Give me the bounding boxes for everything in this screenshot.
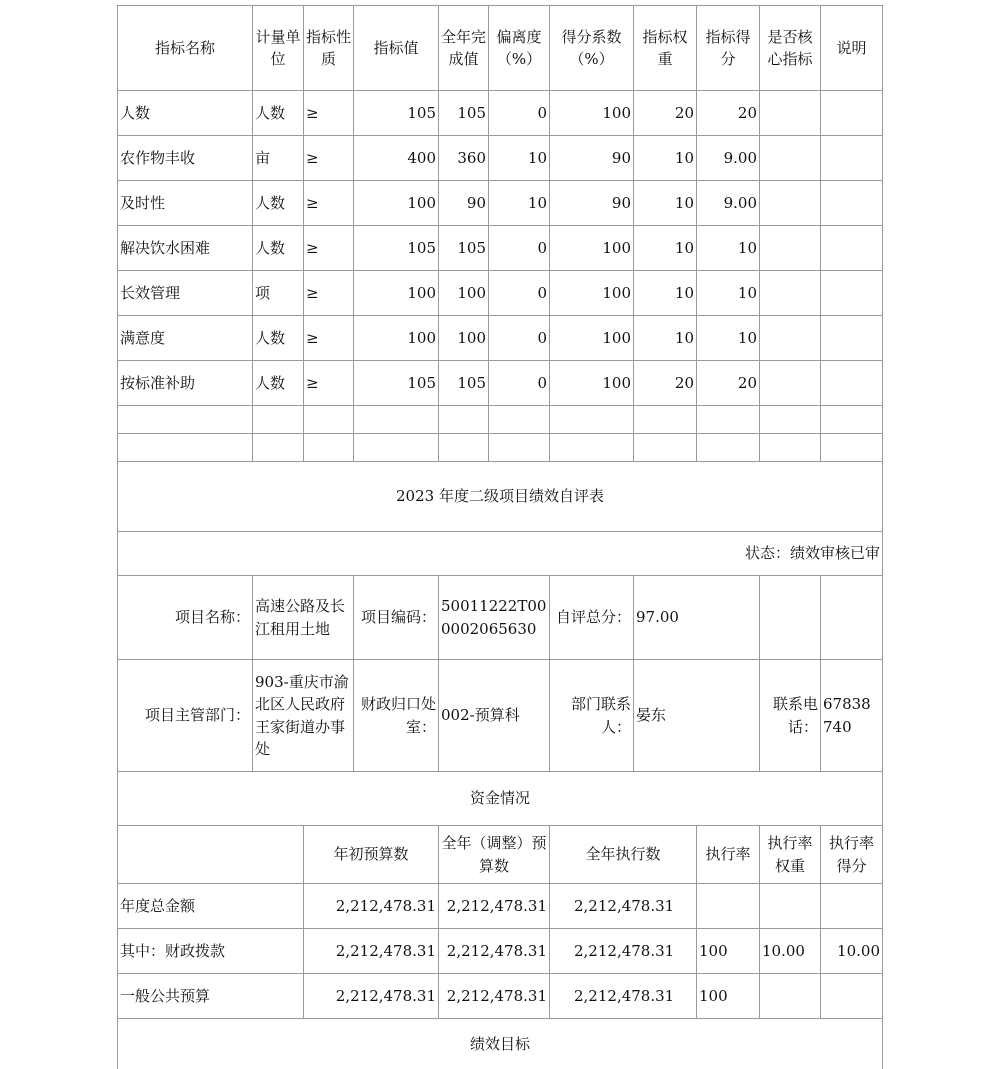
table-row: [118, 929, 883, 974]
blank-row: [118, 406, 883, 434]
indicator-nature: ≥: [304, 91, 354, 136]
phone-label: 联系电话：: [760, 660, 821, 772]
indicator-coefficient: 90: [550, 136, 634, 181]
performance-self-evaluation-sheet: [117, 5, 882, 1068]
fund-initial: 2,212,478.31: [304, 974, 439, 1019]
blank-row: [118, 434, 883, 462]
table-row: [118, 974, 883, 1019]
indicator-core: [760, 226, 821, 271]
status-row: [118, 532, 883, 576]
fund-rate: 100: [697, 929, 760, 974]
header-coefficient: 得分系数（%）: [550, 6, 634, 91]
blank-cell: [634, 434, 697, 462]
blank-cell: [634, 406, 697, 434]
indicator-note: [821, 316, 883, 361]
indicator-coefficient: 100: [550, 316, 634, 361]
indicator-name: 长效管理: [118, 271, 253, 316]
table-row: [118, 361, 883, 406]
blank-cell: [760, 576, 821, 660]
self-score-label: 自评总分：: [550, 576, 634, 660]
funds-header-blank: [118, 826, 304, 884]
blank-cell: [760, 406, 821, 434]
fund-rate-weight: 10.00: [760, 929, 821, 974]
indicator-score: 9.00: [697, 181, 760, 226]
evaluation-table: [117, 5, 883, 1069]
header-deviation: 偏离度（%）: [489, 6, 550, 91]
table-row: [118, 316, 883, 361]
header-core: 是否核心指标: [760, 6, 821, 91]
indicator-score: 20: [697, 91, 760, 136]
indicator-score: 10: [697, 316, 760, 361]
fund-adjusted: 2,212,478.31: [439, 884, 550, 929]
indicator-score: 9.00: [697, 136, 760, 181]
blank-cell: [760, 434, 821, 462]
indicator-core: [760, 316, 821, 361]
indicator-score: 10: [697, 271, 760, 316]
fund-executed: 2,212,478.31: [550, 884, 697, 929]
funds-title: 资金情况: [118, 772, 883, 826]
form-title: 2023 年度二级项目绩效自评表: [118, 462, 883, 532]
header-score: 指标得分: [697, 6, 760, 91]
header-weight: 指标权重: [634, 6, 697, 91]
indicator-note: [821, 226, 883, 271]
indicator-unit: 项: [253, 271, 304, 316]
contact-value: 晏东: [634, 660, 760, 772]
blank-cell: [118, 434, 253, 462]
indicator-note: [821, 136, 883, 181]
indicator-deviation: 0: [489, 316, 550, 361]
funds-title-row: [118, 772, 883, 826]
indicator-weight: 10: [634, 136, 697, 181]
header-indicator-name: 指标名称: [118, 6, 253, 91]
indicator-actual: 105: [439, 361, 489, 406]
funds-header-executed: 全年执行数: [550, 826, 697, 884]
indicator-name: 及时性: [118, 181, 253, 226]
blank-cell: [253, 434, 304, 462]
indicator-nature: ≥: [304, 181, 354, 226]
blank-cell: [439, 434, 489, 462]
blank-cell: [304, 434, 354, 462]
blank-cell: [697, 406, 760, 434]
indicator-coefficient: 90: [550, 181, 634, 226]
indicator-target: 105: [354, 226, 439, 271]
indicator-core: [760, 181, 821, 226]
indicator-header-row: [118, 6, 883, 91]
blank-cell: [550, 434, 634, 462]
indicator-coefficient: 100: [550, 91, 634, 136]
indicator-target: 105: [354, 361, 439, 406]
header-note: 说明: [821, 6, 883, 91]
goals-title: 绩效目标: [118, 1019, 883, 1069]
blank-cell: [489, 406, 550, 434]
indicator-unit: 人数: [253, 361, 304, 406]
blank-cell: [439, 406, 489, 434]
indicator-target: 100: [354, 316, 439, 361]
fund-executed: 2,212,478.31: [550, 974, 697, 1019]
funds-header-row: [118, 826, 883, 884]
indicator-unit: 人数: [253, 91, 304, 136]
indicator-deviation: 0: [489, 271, 550, 316]
project-info-row-1: [118, 576, 883, 660]
indicator-target: 100: [354, 271, 439, 316]
indicator-actual: 105: [439, 226, 489, 271]
indicator-score: 20: [697, 361, 760, 406]
indicator-actual: 105: [439, 91, 489, 136]
indicator-name: 人数: [118, 91, 253, 136]
indicator-note: [821, 361, 883, 406]
goals-title-row: [118, 1019, 883, 1069]
fund-adjusted: 2,212,478.31: [439, 974, 550, 1019]
indicator-target: 400: [354, 136, 439, 181]
project-name-label: 项目名称：: [118, 576, 253, 660]
blank-cell: [821, 406, 883, 434]
blank-cell: [821, 576, 883, 660]
header-actual: 全年完成值: [439, 6, 489, 91]
table-row: [118, 271, 883, 316]
self-score-value: 97.00: [634, 576, 760, 660]
indicator-weight: 10: [634, 271, 697, 316]
fund-label: 其中：财政拨款: [118, 929, 304, 974]
indicator-unit: 亩: [253, 136, 304, 181]
blank-cell: [550, 406, 634, 434]
indicator-weight: 20: [634, 361, 697, 406]
header-target: 指标值: [354, 6, 439, 91]
funds-header-rate: 执行率: [697, 826, 760, 884]
fund-label: 年度总金额: [118, 884, 304, 929]
fund-rate-weight: [760, 974, 821, 1019]
fund-initial: 2,212,478.31: [304, 929, 439, 974]
indicator-unit: 人数: [253, 226, 304, 271]
project-code-label: 项目编码：: [354, 576, 439, 660]
indicator-target: 105: [354, 91, 439, 136]
indicator-weight: 10: [634, 316, 697, 361]
indicator-name: 按标准补助: [118, 361, 253, 406]
indicator-weight: 10: [634, 226, 697, 271]
project-code-value: 50011222T000002065630: [439, 576, 550, 660]
table-row: [118, 136, 883, 181]
fund-rate-score: [821, 884, 883, 929]
indicator-name: 农作物丰收: [118, 136, 253, 181]
indicator-deviation: 10: [489, 136, 550, 181]
indicator-deviation: 0: [489, 226, 550, 271]
funds-header-initial: 年初预算数: [304, 826, 439, 884]
indicator-actual: 100: [439, 316, 489, 361]
header-nature: 指标性质: [304, 6, 354, 91]
fund-rate-score: [821, 974, 883, 1019]
indicator-coefficient: 100: [550, 271, 634, 316]
funds-header-adjusted: 全年（调整）预算数: [439, 826, 550, 884]
indicator-weight: 10: [634, 181, 697, 226]
blank-cell: [697, 434, 760, 462]
indicator-note: [821, 271, 883, 316]
fund-adjusted: 2,212,478.31: [439, 929, 550, 974]
blank-cell: [304, 406, 354, 434]
table-row: [118, 181, 883, 226]
indicator-nature: ≥: [304, 271, 354, 316]
indicator-nature: ≥: [304, 136, 354, 181]
table-row: [118, 884, 883, 929]
finance-office-value: 002-预算科: [439, 660, 550, 772]
phone-value: 67838740: [821, 660, 883, 772]
blank-cell: [253, 406, 304, 434]
indicator-weight: 20: [634, 91, 697, 136]
blank-cell: [821, 434, 883, 462]
indicator-name: 解决饮水困难: [118, 226, 253, 271]
indicator-unit: 人数: [253, 181, 304, 226]
table-row: [118, 91, 883, 136]
fund-rate: 100: [697, 974, 760, 1019]
table-row: [118, 226, 883, 271]
indicator-nature: ≥: [304, 226, 354, 271]
indicator-actual: 90: [439, 181, 489, 226]
indicator-actual: 100: [439, 271, 489, 316]
indicator-note: [821, 91, 883, 136]
header-unit: 计量单位: [253, 6, 304, 91]
indicator-score: 10: [697, 226, 760, 271]
indicator-nature: ≥: [304, 316, 354, 361]
indicator-core: [760, 136, 821, 181]
fund-executed: 2,212,478.31: [550, 929, 697, 974]
form-title-row: [118, 462, 883, 532]
finance-office-label: 财政归口处室：: [354, 660, 439, 772]
fund-label: 一般公共预算: [118, 974, 304, 1019]
blank-cell: [354, 406, 439, 434]
blank-cell: [354, 434, 439, 462]
indicator-nature: ≥: [304, 361, 354, 406]
dept-label: 项目主管部门：: [118, 660, 253, 772]
fund-rate-score: 10.00: [821, 929, 883, 974]
indicator-deviation: 0: [489, 91, 550, 136]
indicator-deviation: 10: [489, 181, 550, 226]
dept-value: 903-重庆市渝北区人民政府王家街道办事处: [253, 660, 354, 772]
contact-label: 部门联系人：: [550, 660, 634, 772]
indicator-core: [760, 271, 821, 316]
indicator-core: [760, 91, 821, 136]
indicator-actual: 360: [439, 136, 489, 181]
status-text: 状态：绩效审核已审: [118, 532, 883, 576]
blank-cell: [489, 434, 550, 462]
fund-rate: [697, 884, 760, 929]
indicator-note: [821, 181, 883, 226]
indicator-target: 100: [354, 181, 439, 226]
indicator-coefficient: 100: [550, 361, 634, 406]
indicator-core: [760, 361, 821, 406]
funds-header-rate-weight: 执行率权重: [760, 826, 821, 884]
indicator-deviation: 0: [489, 361, 550, 406]
indicator-unit: 人数: [253, 316, 304, 361]
project-name-value: 高速公路及长江租用土地: [253, 576, 354, 660]
indicator-coefficient: 100: [550, 226, 634, 271]
blank-cell: [118, 406, 253, 434]
project-info-row-2: [118, 660, 883, 772]
fund-rate-weight: [760, 884, 821, 929]
indicator-name: 满意度: [118, 316, 253, 361]
fund-initial: 2,212,478.31: [304, 884, 439, 929]
funds-header-rate-score: 执行率得分: [821, 826, 883, 884]
